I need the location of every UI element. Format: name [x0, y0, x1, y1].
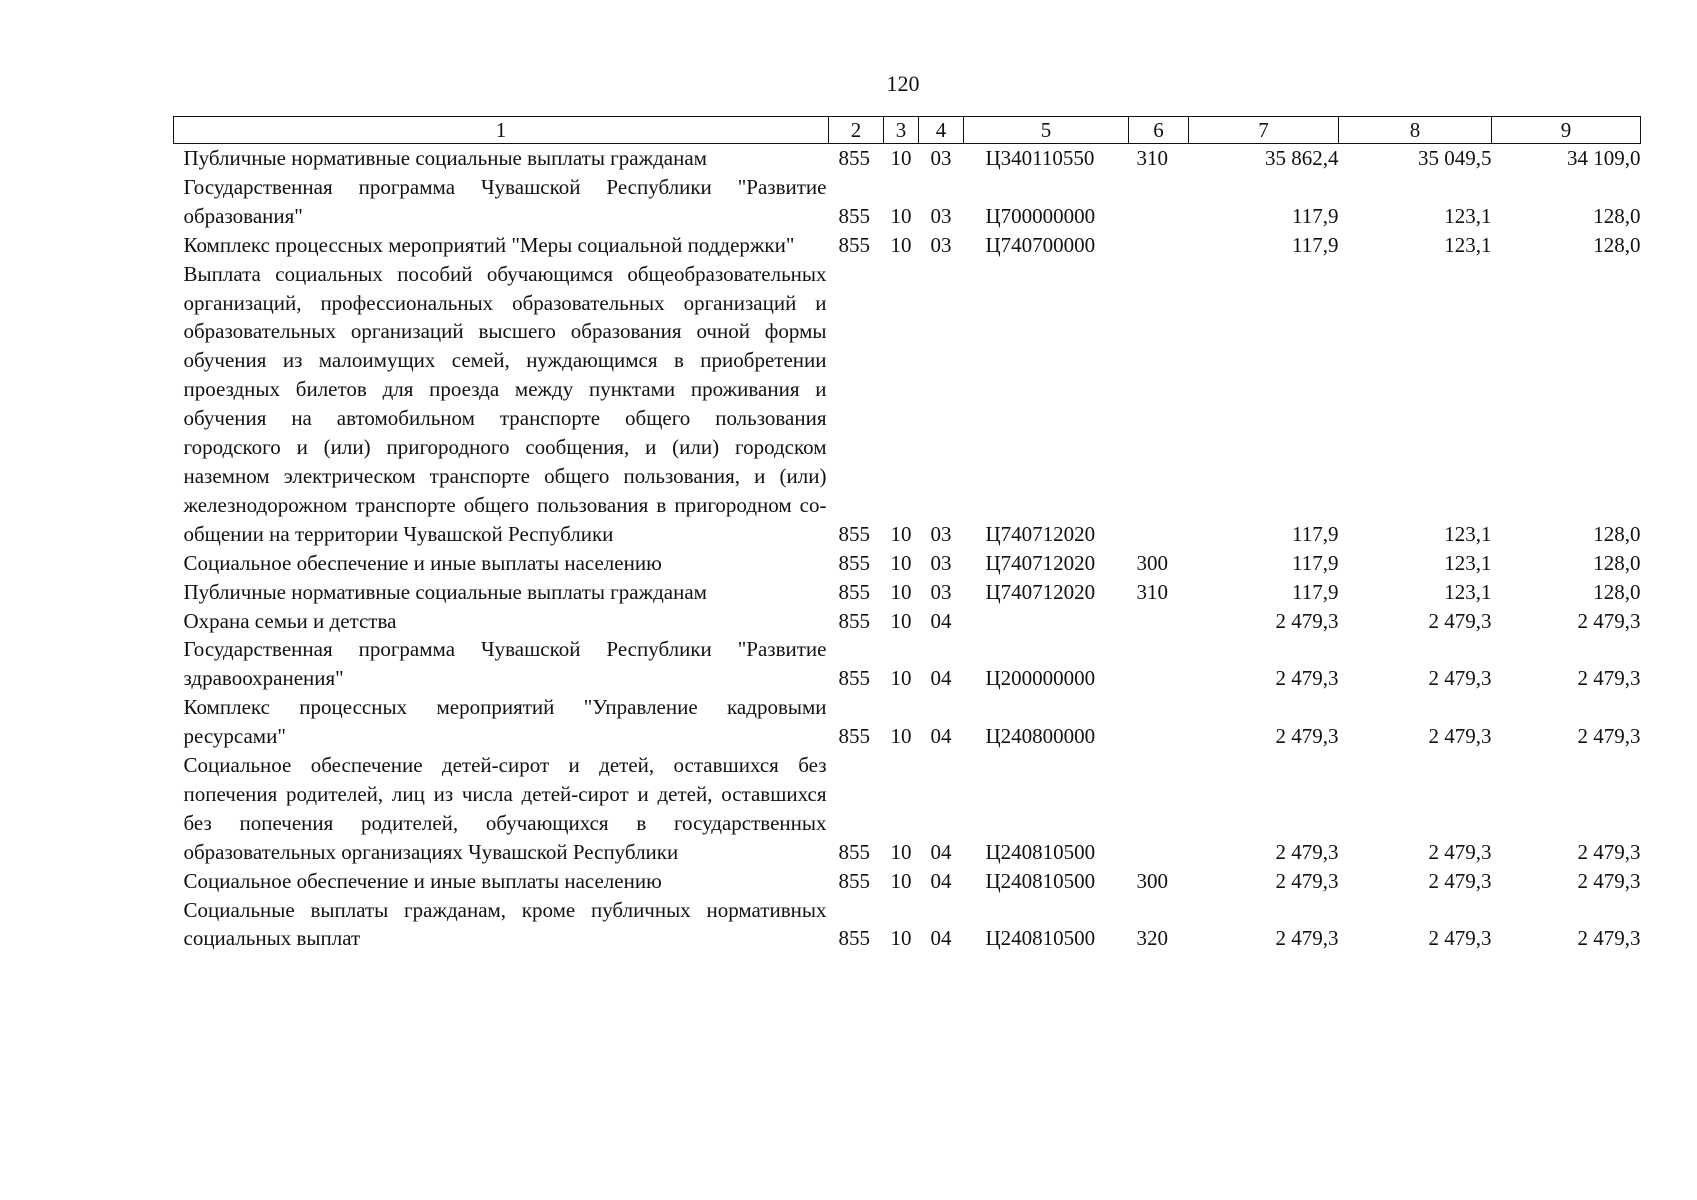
- target-article-code: Ц740712020: [985, 579, 1096, 604]
- amount-col-9: 2 479,3: [1577, 926, 1641, 951]
- amount-col-9: 128,0: [1593, 521, 1641, 546]
- section-code: 10: [890, 232, 912, 257]
- amount-col-9: 128,0: [1593, 232, 1641, 257]
- section-code: 10: [890, 724, 912, 749]
- expense-type-code: [1129, 607, 1189, 636]
- subsection-code: 04: [930, 724, 952, 749]
- item-name: Социальное обеспечение и иные выплаты населению: [183, 868, 662, 893]
- header-col-5: 5: [964, 117, 1129, 144]
- amount-col-9: 2 479,3: [1577, 608, 1641, 633]
- amount-col-7: 117,9: [1292, 203, 1339, 228]
- section-code: 10: [890, 550, 912, 575]
- header-row: [174, 117, 1641, 144]
- ministry-code: 855: [838, 579, 870, 604]
- ministry-code: 855: [838, 232, 870, 257]
- ministry-code: 855: [838, 926, 870, 951]
- ministry-code: 855: [838, 666, 870, 691]
- ministry-code: 855: [838, 146, 870, 170]
- amount-col-8: 2 479,3: [1428, 868, 1492, 893]
- header-col-6: 6: [1129, 117, 1189, 144]
- ministry-code: 855: [838, 608, 870, 633]
- header-col-9: 9: [1492, 117, 1641, 144]
- amount-col-9: 128,0: [1593, 579, 1641, 604]
- ministry-code: 855: [838, 550, 870, 575]
- subsection-code: 04: [930, 839, 952, 864]
- item-name: Государственная программа Чувашской Республики "Развитие здравоохранения": [183, 637, 827, 691]
- ministry-code: 855: [838, 724, 870, 749]
- item-name: Публичные нормативные социальные выплаты гражданам: [183, 579, 707, 604]
- target-article-code: Ц240800000: [985, 724, 1096, 749]
- section-code: 10: [890, 608, 912, 633]
- section-code: 10: [890, 521, 912, 546]
- amount-col-9: 2 479,3: [1577, 868, 1641, 893]
- page-number: 120: [886, 71, 920, 96]
- table-row: [174, 260, 1641, 549]
- amount-col-7: 2 479,3: [1275, 666, 1339, 691]
- item-name: Государственная программа Чувашской Республики "Развитие образования": [183, 174, 827, 228]
- expense-type-code: 300: [1136, 868, 1168, 893]
- section-code: 10: [890, 926, 912, 951]
- expense-type-code: 310: [1136, 146, 1168, 170]
- table-row: [174, 896, 1641, 954]
- subsection-code: 04: [930, 926, 952, 951]
- expense-type-code: [1129, 231, 1189, 260]
- subsection-code: 03: [930, 521, 952, 546]
- item-name: Комплекс процессных мероприятий "Меры социальной поддержки": [183, 232, 795, 257]
- target-article-code: [964, 607, 1129, 636]
- section-code: 10: [890, 203, 912, 228]
- expense-type-code: [1129, 635, 1189, 693]
- section-code: 10: [890, 666, 912, 691]
- target-article-code: Ц200000000: [985, 666, 1096, 691]
- target-article-code: Ц740712020: [985, 521, 1096, 546]
- amount-col-7: 117,9: [1292, 232, 1339, 257]
- amount-col-7: 2 479,3: [1275, 724, 1339, 749]
- table-row: [174, 693, 1641, 751]
- table-row: [174, 607, 1641, 636]
- table-row: [174, 231, 1641, 260]
- subsection-code: 03: [930, 550, 952, 575]
- item-name: Социальные выплаты гражданам, кроме публичных нормативных социальных выплат: [183, 897, 827, 951]
- amount-col-8: 123,1: [1444, 521, 1492, 546]
- target-article-code: Ц740700000: [985, 232, 1096, 257]
- header-col-4: 4: [919, 117, 964, 144]
- item-name: Охрана семьи и детства: [183, 608, 397, 633]
- amount-col-8: 123,1: [1444, 579, 1492, 604]
- subsection-code: 03: [930, 146, 952, 170]
- section-code: 10: [890, 146, 912, 170]
- table-row: [174, 173, 1641, 231]
- expense-type-code: 310: [1136, 579, 1168, 604]
- amount-col-9: 2 479,3: [1577, 666, 1641, 691]
- amount-col-7: 117,9: [1292, 579, 1339, 604]
- section-code: 10: [890, 839, 912, 864]
- table-row: [174, 144, 1641, 173]
- target-article-code: Ц700000000: [985, 203, 1096, 228]
- table-row: [174, 635, 1641, 693]
- expense-type-code: [1129, 751, 1189, 867]
- expense-type-code: [1129, 173, 1189, 231]
- header-col-7: 7: [1189, 117, 1339, 144]
- amount-col-9: 34 109,0: [1567, 146, 1641, 170]
- target-article-code: Ц240810500: [985, 839, 1096, 864]
- table-row: [174, 578, 1641, 607]
- amount-col-7: 117,9: [1292, 550, 1339, 575]
- subsection-code: 04: [930, 868, 952, 893]
- amount-col-7: 2 479,3: [1275, 868, 1339, 893]
- amount-col-8: 35 049,5: [1418, 146, 1492, 170]
- amount-col-9: 128,0: [1593, 550, 1641, 575]
- section-code: 10: [890, 579, 912, 604]
- item-name: Социальное обеспечение детей-сирот и детей, оставшихся без попечения родителей, лиц из числа детей-сирот и детей, оставшихся без попечения родителей, обучающихся в государственных образовательных организациях Чувашской Республики: [183, 753, 827, 864]
- subsection-code: 03: [930, 203, 952, 228]
- subsection-code: 04: [930, 608, 952, 633]
- table-body: [174, 144, 1641, 954]
- amount-col-7: 2 479,3: [1275, 839, 1339, 864]
- expense-type-code: [1129, 693, 1189, 751]
- target-article-code: Ц340110550: [985, 146, 1095, 170]
- ministry-code: 855: [838, 839, 870, 864]
- target-article-code: Ц240810500: [985, 926, 1096, 951]
- subsection-code: 03: [930, 232, 952, 257]
- section-code: 10: [890, 868, 912, 893]
- subsection-code: 04: [930, 666, 952, 691]
- amount-col-8: 2 479,3: [1428, 926, 1492, 951]
- amount-col-9: 2 479,3: [1577, 724, 1641, 749]
- item-name: Комплекс процессных мероприятий "Управление кадровыми ресурсами": [183, 695, 827, 749]
- amount-col-8: 2 479,3: [1428, 724, 1492, 749]
- target-article-code: Ц240810500: [985, 868, 1096, 893]
- table-header: [174, 117, 1641, 144]
- target-article-code: Ц740712020: [985, 550, 1096, 575]
- header-col-2: 2: [829, 117, 884, 144]
- ministry-code: 855: [838, 521, 870, 546]
- expense-type-code: 300: [1136, 550, 1168, 575]
- amount-col-7: 2 479,3: [1275, 926, 1339, 951]
- amount-col-9: 128,0: [1593, 203, 1641, 228]
- amount-col-9: 2 479,3: [1577, 839, 1641, 864]
- header-col-8: 8: [1339, 117, 1492, 144]
- amount-col-8: 123,1: [1444, 232, 1492, 257]
- amount-col-8: 123,1: [1444, 550, 1492, 575]
- table-row: [174, 751, 1641, 867]
- ministry-code: 855: [838, 868, 870, 893]
- amount-col-8: 2 479,3: [1428, 608, 1492, 633]
- amount-col-8: 2 479,3: [1428, 839, 1492, 864]
- expense-type-code: 320: [1136, 926, 1168, 951]
- amount-col-8: 123,1: [1444, 203, 1492, 228]
- amount-col-8: 2 479,3: [1428, 666, 1492, 691]
- header-col-3: 3: [884, 117, 919, 144]
- amount-col-7: 117,9: [1292, 521, 1339, 546]
- amount-col-7: 35 862,4: [1265, 146, 1339, 170]
- item-name: Выплата социальных пособий обучающимся общеобразовательных организаций, профессиональных образовательных организаций и образовательных организаций высшего образования очной формы обучения из малоимущих семей, нуждающимся в приобретении проездных билетов для проезда между пунктами проживания и обучения на автомобильном транспорте общего пользования городского и (или) пригородного сообщения, и (или) городском наземном электрическом транспорте общего пользования, и (или) железнодорожном транспорте общего пользования в пригородном сообщении на территории Чувашской Республики: [183, 261, 827, 546]
- table-row: [174, 867, 1641, 896]
- budget-table: [173, 116, 1641, 953]
- item-name: Социальное обеспечение и иные выплаты населению: [183, 550, 662, 575]
- subsection-code: 03: [930, 579, 952, 604]
- amount-col-7: 2 479,3: [1275, 608, 1339, 633]
- item-name: Публичные нормативные социальные выплаты гражданам: [183, 146, 707, 170]
- table-row: [174, 549, 1641, 578]
- header-col-1: 1: [174, 117, 829, 144]
- expense-type-code: [1129, 260, 1189, 549]
- ministry-code: 855: [838, 203, 870, 228]
